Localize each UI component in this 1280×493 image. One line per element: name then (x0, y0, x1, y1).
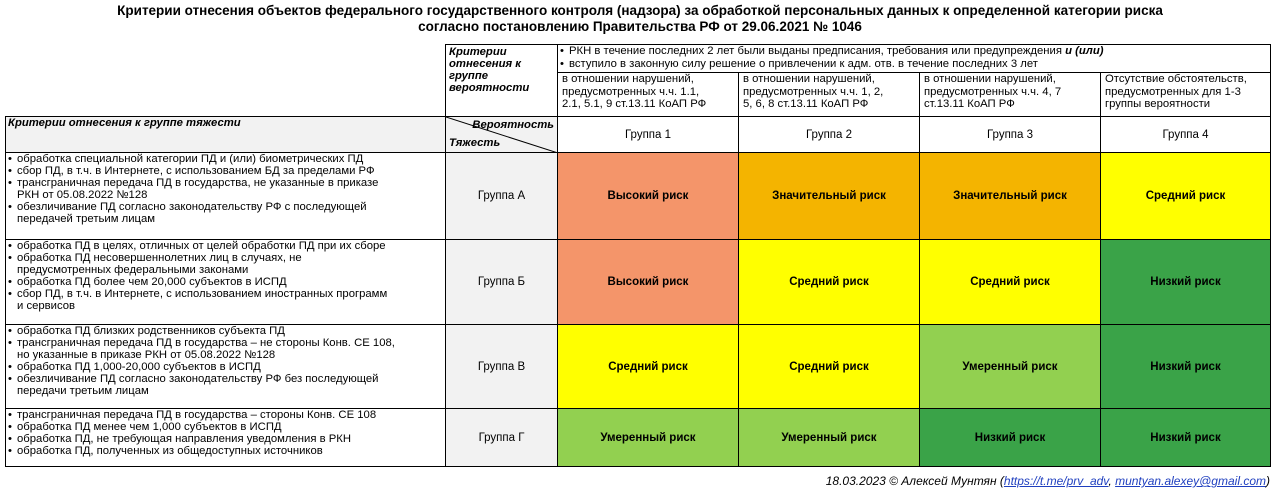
title-line-2: согласно постановлению Правительства РФ от 29.06.2021 № 1046 (418, 19, 862, 34)
group4-criteria: Отсутствие обстоятельств, предусмотренных для 1-3 группы вероятности (1101, 73, 1271, 117)
risk-cell: Низкий риск (1101, 325, 1271, 409)
group3-criteria: в отношении нарушений, предусмотренных ч.ч. 4, 7 ст.13.11 КоАП РФ (920, 73, 1101, 117)
risk-cell: Средний риск (1101, 153, 1271, 240)
empty-corner (6, 45, 446, 117)
severity-criteria-group-g: • трансграничная передача ПД в государства – стороны Конв. СЕ 108 • обработка ПД менее чем 1,000 субъектов в ИСПД • обработка ПД, не требующая направления уведомления в РКН • обработка ПД, полученных из общедоступных источников (6, 409, 446, 467)
risk-cell: Значительный риск (739, 153, 920, 240)
severity-criteria-group-b: • обработка ПД в целях, отличных от целей обработки ПД при их сборе • обработка ПД несовершеннолетних лиц в случаях, не предусмотренных федеральными законами • обработка ПД более чем 20,000 субъектов в ИСПД • сбор ПД, в т.ч. в Интернете, с использованием иностранных программ и сервисов (6, 240, 446, 325)
risk-cell: Средний риск (739, 240, 920, 325)
severity-criteria-label: Критерии отнесения к группе тяжести (6, 117, 446, 153)
risk-cell: Высокий риск (558, 240, 739, 325)
table-row (6, 409, 1271, 467)
column-header-group4: Группа 4 (1101, 117, 1271, 153)
page-title (0, 3, 1280, 35)
column-header-group3: Группа 3 (920, 117, 1101, 153)
telegram-link[interactable]: https://t.me/prv_adv (1003, 474, 1109, 488)
risk-matrix-table (5, 44, 1271, 467)
table-row (6, 153, 1271, 240)
title-line-1: Критерии отнесения объектов федерального государственного контроля (надзора) за обработкой персональных данных к определенной категории риска (117, 3, 1163, 18)
risk-cell: Средний риск (920, 240, 1101, 325)
severity-criteria-group-v: • обработка ПД близких родственников субъекта ПД • трансграничная передача ПД в государства – не стороны Конв. СЕ 108, но указанные в приказе РКН от 05.08.2022 №128 • обработка ПД 1,000-20,000 субъектов в ИСПД • обезличивание ПД согласно законодательству РФ без последующей передачи третьим лицам (6, 325, 446, 409)
probability-conditions: • РКН в течение последних 2 лет были выданы предписания, требования или предупреждения и (или) • вступило в законную силу решение о привлечении к адм. отв. в течение последних 3 лет (558, 45, 1271, 73)
risk-cell: Низкий риск (1101, 409, 1271, 467)
column-header-group2: Группа 2 (739, 117, 920, 153)
table-row (6, 240, 1271, 325)
risk-cell: Низкий риск (1101, 240, 1271, 325)
risk-cell: Средний риск (558, 325, 739, 409)
probability-criteria-label: Критерии отнесения к группе вероятности (446, 45, 558, 117)
risk-cell: Средний риск (739, 325, 920, 409)
risk-cell: Значительный риск (920, 153, 1101, 240)
severity-group-label: Группа Г (446, 409, 558, 467)
severity-axis-label: Тяжесть (449, 137, 501, 149)
severity-criteria-group-a: • обработка специальной категории ПД и (или) биометрических ПД • сбор ПД, в т.ч. в Интернете, с использованием БД за пределами РФ • трансграничная передача ПД в государства, не указанные в приказе РКН от 05.08.2022 №128 • обезличивание ПД согласно законодательству РФ с последующей передачей третьим лицам (6, 153, 446, 240)
footer-prefix: 18.03.2023 © Алексей Мунтян ( (825, 474, 1004, 488)
severity-group-label: Группа В (446, 325, 558, 409)
risk-cell: Низкий риск (920, 409, 1101, 467)
footer-credits (826, 474, 1270, 488)
footer-suffix: ) (1266, 474, 1270, 488)
risk-cell: Умеренный риск (558, 409, 739, 467)
severity-group-label: Группа Б (446, 240, 558, 325)
group1-criteria: в отношении нарушений, предусмотренных ч.ч. 1.1, 2.1, 5.1, 9 ст.13.11 КоАП РФ (558, 73, 739, 117)
probability-axis-label: Вероятность (472, 119, 554, 131)
column-header-group1: Группа 1 (558, 117, 739, 153)
email-link[interactable]: muntyan.alexey@gmail.com (1115, 474, 1266, 488)
severity-group-label: Группа А (446, 153, 558, 240)
footer-separator: , (1108, 474, 1116, 488)
axis-corner-cell (446, 117, 558, 153)
table-row (6, 325, 1271, 409)
group2-criteria: в отношении нарушений, предусмотренных ч.ч. 1, 2, 5, 6, 8 ст.13.11 КоАП РФ (739, 73, 920, 117)
risk-cell: Умеренный риск (920, 325, 1101, 409)
risk-cell: Умеренный риск (739, 409, 920, 467)
risk-cell: Высокий риск (558, 153, 739, 240)
